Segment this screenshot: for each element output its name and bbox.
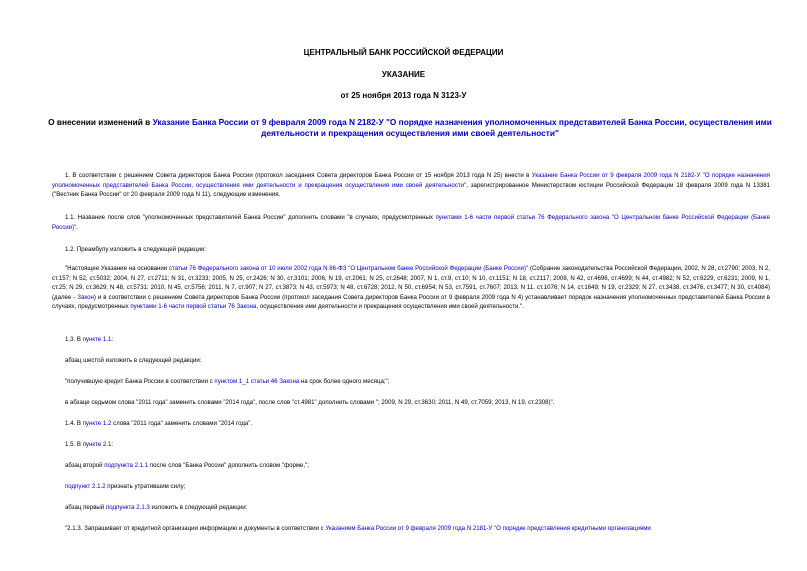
paragraph-1-5-link[interactable]: пункте 2.1 xyxy=(82,441,112,448)
paragraph-1-3-text: 1.3. В xyxy=(65,336,83,343)
paragraph-1-5-text: 1.5. В xyxy=(65,441,83,448)
paragraph-1-link[interactable]: Указание Банка России от 9 февраля 2009 года N 2182-У "О порядке назначения уполномоченных представителей Банка России, осуществления ими деятельности и прекращения осуществления ими своей деятельности" xyxy=(52,172,770,189)
quote-text-2: (Собрание законодательства Российской Федерации, 2002, N 28, ст.2790; 2003, N 2, ст.157; N 52, ст.5032; 2004, N 27, ст.2711; N 31, ст.3233; 2005, N 25, ст.2426; N 30, ст.3101; 2006, N 19, ст.2061; N 25, ст.2648; 2007, N 1, ст.9, ст.10; N 10, ст.1151; N 18, ст.2117; 2008, N 42, ст.4696, ст.4699; N 44, ст.4982; N 52, ст.6229, ст.6231; 2009, N 1, ст.25; N 29, ст.3629; N 48, ст.5731; 2010, N 45, ст.5756; 2011, N 7, ст.907; N 27, ст.3873; N 43, ст.5973; N 48, ст.6728; 2012, N 50, ст.6954; N 53, ст.7591, ст.7607; 2013, N 11, ст.1076; N 14, ст.1649; N 19, ст.2329; N 27, ст.3438, ст.3476, ст.3477; N 30, ст.4084) (далее - xyxy=(52,265,770,301)
paragraph-1-3-text-end: : xyxy=(111,336,114,343)
quote-text-1: "Настоящее Указание на основании xyxy=(65,265,169,272)
paragraph-1-4-link[interactable]: пункте 1.2 xyxy=(82,420,112,427)
paragraph-1-4 xyxy=(52,419,770,429)
quote-link-article-76[interactable]: статьи 76 Федерального закона от 10 июля 2002 года N 86-ФЗ "О Центральном банке Российской Федерации (Банке России)" xyxy=(168,265,529,272)
paragraph-1-5-b-link[interactable]: подпункт 2.1.2 xyxy=(65,483,106,490)
preamble-quote xyxy=(52,264,770,312)
paragraph-1-5-c xyxy=(52,503,770,513)
paragraph-2-1-3-link[interactable]: Указанием Банка России от 9 февраля 2009 года N 2181-У "О порядке представления кредитными организациями xyxy=(325,525,651,532)
paragraph-1-3-b xyxy=(52,377,770,387)
paragraph-2-1-3-text: "2.1.3. Запрашивает от кредитной организации информацию и документы в соответствии с xyxy=(65,525,326,532)
paragraph-1-1-text-end: . xyxy=(76,223,78,231)
paragraph-1-1 xyxy=(52,213,770,232)
paragraph-1-3-b-text: "получившую кредит Банка России в соответствии с xyxy=(65,378,215,385)
paragraph-1-5-text-end: : xyxy=(111,441,114,448)
paragraph-1-4-text: 1.4. В xyxy=(65,420,83,427)
paragraph-1-5-c-text-end: изложить в следующей редакции: xyxy=(149,504,248,511)
title-prefix: О внесении изменений в xyxy=(48,117,153,127)
paragraph-1-5-a-link[interactable]: подпункта 2.1.1 xyxy=(104,462,149,469)
paragraph-1-3-a: абзац шестой изложить в следующей редакции: xyxy=(65,357,202,364)
paragraph-1-4-text-end: слова "2011 года" заменить словами "2014 года". xyxy=(111,420,253,427)
document-type-heading: УКАЗАНИЕ xyxy=(381,70,426,79)
quote-text-4: , осуществления ими деятельности и прекращения осуществления ими своей деятельности.". xyxy=(256,303,524,311)
paragraph-1-3 xyxy=(52,335,770,345)
paragraph-1-3-b-text-end: на срок более одного месяца;"; xyxy=(299,378,390,385)
paragraph-1-1-text: 1.1. Название после слов "уполномоченных представителей Банка России" дополнить словами "в случаях, предусмотренных xyxy=(65,214,436,221)
title-link[interactable]: Указание Банка России от 9 февраля 2009 года N 2182-У "О порядке назначения уполномоченных представителей Банка России, осуществления ими деятельности и прекращения осуществления ими своей деятельности" xyxy=(152,117,772,138)
paragraph-1-5-c-text: абзац первый xyxy=(65,504,106,511)
document-title xyxy=(30,117,790,139)
quote-link-law[interactable]: Закон xyxy=(77,293,94,301)
paragraph-2-1-3 xyxy=(52,524,770,534)
paragraph-1-5-b-text: признать утратившим силу; xyxy=(105,483,186,490)
paragraph-1-5 xyxy=(52,440,770,450)
paragraph-1-5-a-text: абзац второй xyxy=(65,462,105,469)
document-date-number: от 25 ноября 2013 года N 3123-У xyxy=(340,91,467,100)
paragraph-1 xyxy=(52,171,770,200)
paragraph-1-3-link[interactable]: пункте 1.1 xyxy=(82,336,112,343)
paragraph-1-5-c-link[interactable]: подпункта 2.1.3 xyxy=(105,504,150,511)
paragraph-1-text-end: , зарегистрированное Министерством юстиции Российской Федерации 18 февраля 2009 года N 13381 ("Вестник Банка России" от 20 февраля 2009 года N 11), следующие изменения. xyxy=(52,181,771,199)
quote-text-3: ) и в соответствии с решением Совета директоров Банка России (протокол заседания Совета директоров Банка России от 9 февраля 2009 года N 4) устанавливает порядок назначения уполномоченных представителей Банка России в случаях, предусмотренных xyxy=(52,293,770,311)
paragraph-1-3-c: в абзаце седьмом слова "2011 года" заменить словами "2014 года", после слов "ст.4981" дополнить словами "; 2009, N 29, ст.3630; 2011, N 49, ст.7059; 2013, N 19, ст.2308)". xyxy=(65,399,555,406)
paragraph-1-5-a-text-end: после слов "Банка России" дополнить словом "форме,"; xyxy=(148,462,309,469)
paragraph-1-text: 1. В соответствии с решением Совета директоров Банка России (протокол заседания Совета директоров Банка России от 15 ноября 2013 года N 25) внести в xyxy=(65,172,532,179)
organization-heading: ЦЕНТРАЛЬНЫЙ БАНК РОССИЙСКОЙ ФЕДЕРАЦИИ xyxy=(303,48,504,57)
paragraph-1-5-b xyxy=(52,482,770,492)
paragraph-1-1-link[interactable]: пунктами 1-6 части первой статьи 76 Федерального закона "О Центральном банке Российской Федерации (Банке России)" xyxy=(52,214,770,231)
paragraph-1-5-a xyxy=(52,461,770,471)
quote-link-items-1-6[interactable]: пунктами 1-6 части первой статьи 76 Закона xyxy=(130,303,257,311)
paragraph-1-2: 1.2. Преамбулу изложить в следующей редакции: xyxy=(65,246,206,253)
paragraph-1-3-b-link[interactable]: пунктом 1_1 статьи 46 Закона xyxy=(214,378,300,385)
